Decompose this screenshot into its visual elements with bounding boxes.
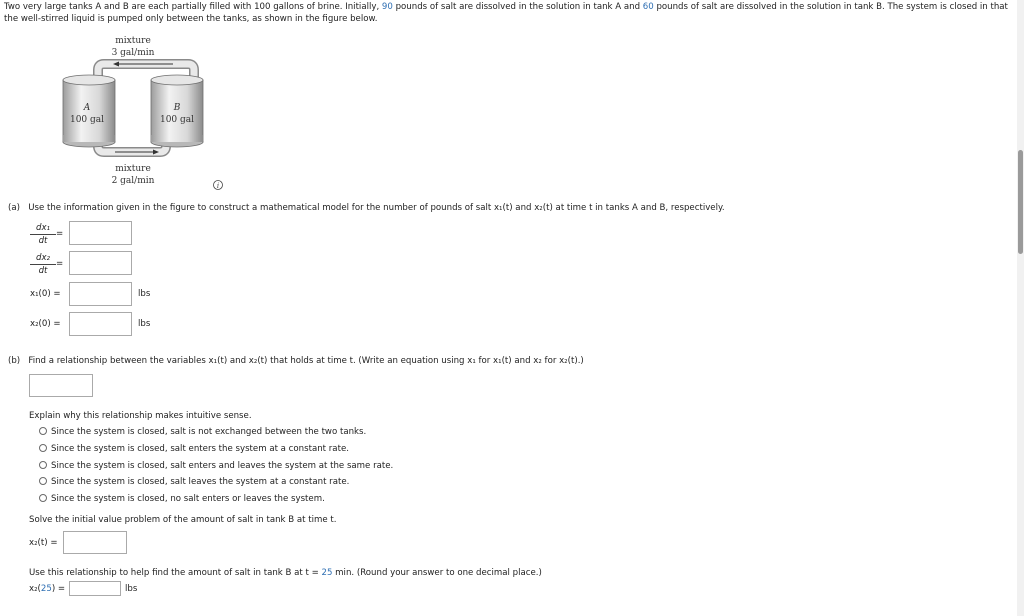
x2t-label: x₂(t) =	[29, 538, 58, 548]
bottom-label-line1: mixture	[115, 164, 151, 174]
dx2-dt-input[interactable]	[69, 251, 132, 275]
tank-a-volume: 100 gal	[69, 115, 105, 125]
tank-b-letter: B	[173, 103, 181, 113]
problem-statement: Two very large tanks A and B are each partially filled with 100 gallons of brine. Initially, 90 pounds of salt are dissolved in the solution in tank A and 60 pounds of salt are dissolved in the solution in tank B. The system is closed in that the well-stirred liquid is pumped only between the tanks, as shown in the figure below.	[4, 2, 1008, 24]
salt-b-value: 60	[642, 2, 654, 12]
x2-25-label: x₂(25) =	[29, 584, 66, 594]
x1-0-label: x₁(0) =	[30, 289, 61, 299]
option-label-0[interactable]: Since the system is closed, salt is not exchanged between the two tanks.	[51, 427, 367, 437]
explain-prompt: Explain why this relationship makes intuitive sense.	[29, 411, 252, 421]
option-radio-0[interactable]	[39, 427, 47, 435]
x1-0-input[interactable]	[69, 282, 132, 306]
part-b-question: (b) Find a relationship between the variables x₁(t) and x₂(t) that holds at time t. (Write an equation using x₁ for x₁(t) and x₂ for x₂(t).)	[8, 356, 584, 366]
x2-0-input[interactable]	[69, 312, 132, 336]
tank-figure	[55, 30, 235, 200]
part-a-question: (a) Use the information given in the figure to construct a mathematical model for the number of pounds of salt x₁(t) and x₂(t) at time t in tanks A and B, respectively.	[8, 203, 725, 213]
option-radio-2[interactable]	[39, 461, 47, 469]
svg-text:i: i	[216, 182, 220, 190]
top-label-line1: mixture	[115, 36, 151, 46]
option-label-1[interactable]: Since the system is closed, salt enters the system at a constant rate.	[51, 444, 349, 454]
option-radio-4[interactable]	[39, 494, 47, 502]
option-label-4[interactable]: Since the system is closed, no salt enters or leaves the system.	[51, 494, 325, 504]
tank-b-volume: 100 gal	[159, 115, 195, 125]
option-label-3[interactable]: Since the system is closed, salt leaves the system at a constant rate.	[51, 477, 350, 487]
option-radio-1[interactable]	[39, 444, 47, 452]
relationship-input[interactable]	[29, 374, 93, 397]
salt-a-value: 90	[381, 2, 393, 12]
x2-25-input[interactable]	[69, 581, 121, 596]
top-label-line2: 3 gal/min	[111, 48, 155, 58]
x1-0-unit: lbs	[138, 289, 151, 299]
x2-25-unit: lbs	[125, 584, 138, 594]
scrollbar-thumb[interactable]	[1018, 150, 1023, 254]
x2t-input[interactable]	[63, 531, 127, 554]
dx1-dt-fraction: $\frac{\text{dx₁}}{dt}$	[30, 223, 56, 246]
x2-0-unit: lbs	[138, 319, 151, 329]
option-radio-3[interactable]	[39, 477, 47, 485]
scrollbar-track[interactable]	[1017, 0, 1024, 616]
use-relationship-prompt: Use this relationship to help find the amount of salt in tank B at t = 25 min. (Round your answer to one decimal place.)	[29, 568, 542, 578]
option-label-2[interactable]: Since the system is closed, salt enters and leaves the system at the same rate.	[51, 461, 394, 471]
dx1-dt-input[interactable]	[69, 221, 132, 245]
solve-prompt: Solve the initial value problem of the amount of salt in tank B at time t.	[29, 515, 337, 525]
x2-0-label: x₂(0) =	[30, 319, 61, 329]
tank-a-letter: A	[83, 103, 91, 113]
bottom-label-line2: 2 gal/min	[111, 176, 155, 186]
dx2-dt-fraction: $\frac{\text{dx₂}}{dt}$	[30, 253, 56, 276]
